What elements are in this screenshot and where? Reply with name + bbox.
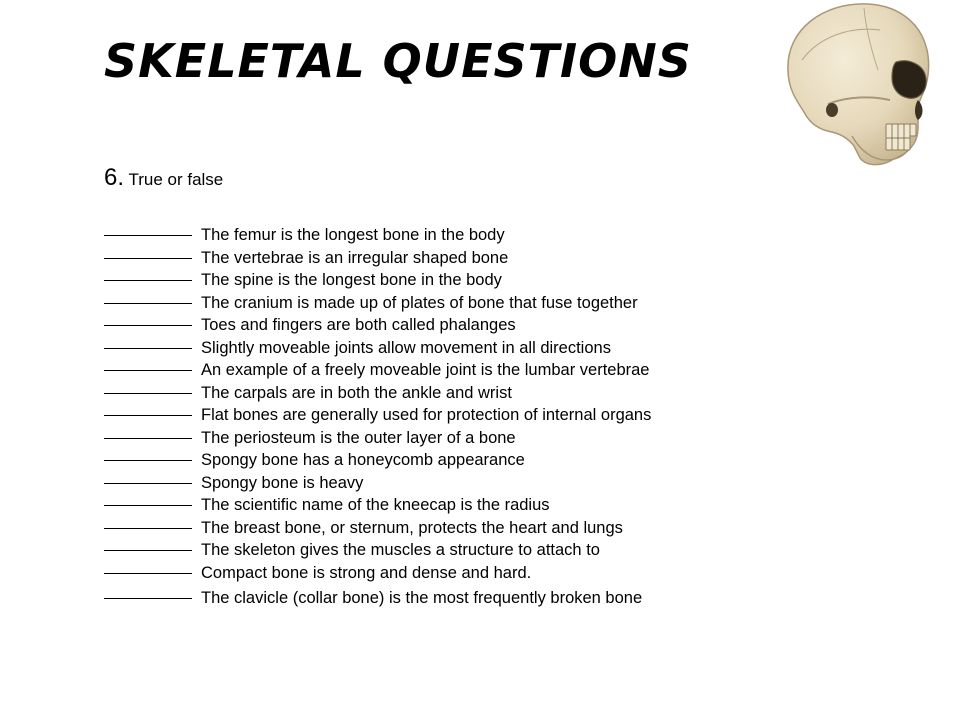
answer-blank[interactable] <box>104 439 192 461</box>
answer-blank[interactable] <box>104 484 192 506</box>
page-title: SKELETAL QUESTIONS <box>104 34 692 88</box>
question-heading <box>104 166 223 190</box>
statement-text: Compact bone is strong and dense and hard. <box>201 563 532 582</box>
answer-blank[interactable] <box>104 552 192 574</box>
answer-blank[interactable] <box>104 259 192 281</box>
answer-blank[interactable] <box>104 417 192 439</box>
answer-blank[interactable] <box>104 577 192 599</box>
statement-text: Spongy bone is heavy <box>201 473 364 492</box>
answer-blank[interactable] <box>104 282 192 304</box>
answer-blank[interactable] <box>104 394 192 416</box>
statement-text: The cranium is made up of plates of bone that fuse together <box>201 293 638 312</box>
statement-text: The spine is the longest bone in the body <box>201 271 502 289</box>
statement-text: The clavicle (collar bone) is the most frequently broken bone <box>201 589 643 607</box>
statement-text: Flat bones are generally used for protection of internal organs <box>201 406 652 424</box>
statement-text: The femur is the longest bone in the body <box>201 226 505 244</box>
true-false-list <box>104 218 652 607</box>
statement-text: Toes and fingers are both called phalanges <box>201 316 516 334</box>
list-item <box>104 581 651 607</box>
answer-blank[interactable] <box>104 507 192 529</box>
answer-blank[interactable] <box>104 372 192 394</box>
question-instruction: True or false <box>128 170 224 189</box>
statement-text: The carpals are in both the ankle and wrist <box>201 383 512 402</box>
statement-text: Slightly moveable joints allow movement in all directions <box>201 338 611 357</box>
statement-text: Spongy bone has a honeycomb appearance <box>201 451 525 469</box>
skull-icon <box>768 0 938 170</box>
answer-blank[interactable] <box>104 349 192 371</box>
statement-text: The vertebrae is an irregular shaped bone <box>201 248 509 267</box>
statement-text: The periosteum is the outer layer of a bone <box>201 428 516 447</box>
answer-blank[interactable] <box>104 327 192 349</box>
answer-blank[interactable] <box>104 214 192 236</box>
statement-text: The skeleton gives the muscles a structure to attach to <box>201 541 600 559</box>
statement-text: The breast bone, or sternum, protects the heart and lungs <box>201 518 623 537</box>
answer-blank[interactable] <box>104 529 192 551</box>
answer-blank[interactable] <box>104 237 192 259</box>
statement-text: An example of a freely moveable joint is the lumbar vertebrae <box>201 361 650 379</box>
statement-text: The scientific name of the kneecap is the radius <box>201 496 550 514</box>
answer-blank[interactable] <box>104 462 192 484</box>
answer-blank[interactable] <box>104 304 192 326</box>
question-number: 6. <box>104 164 125 191</box>
